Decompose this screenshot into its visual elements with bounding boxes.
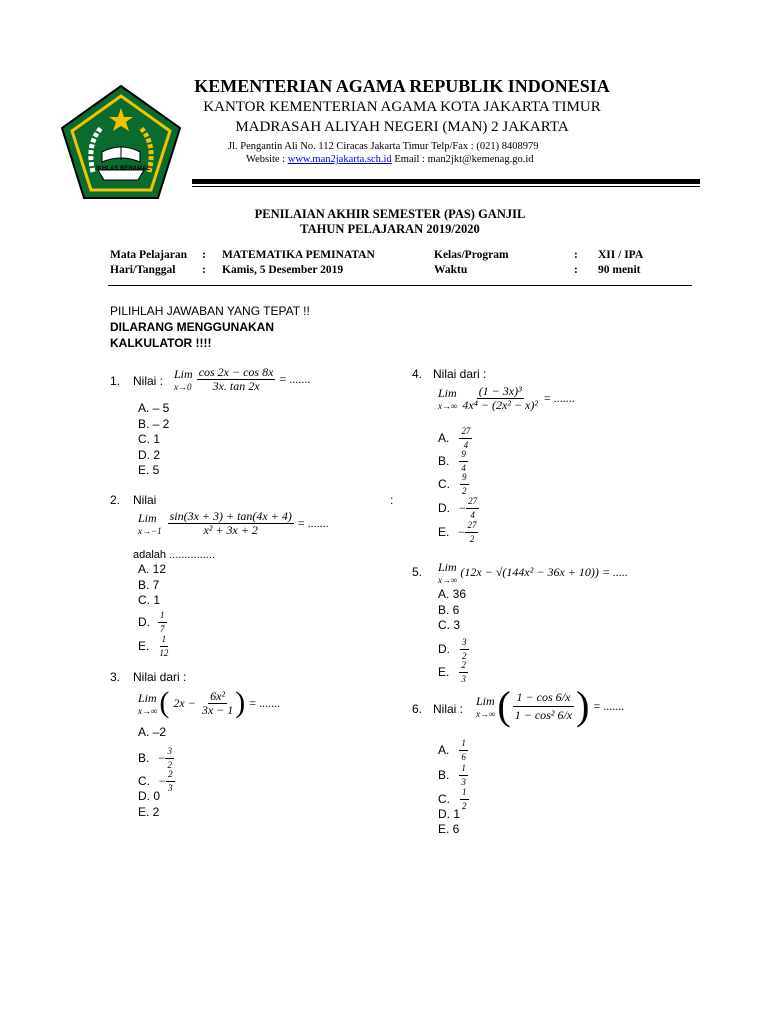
- exam-year: TAHUN PELAJARAN 2019/2020: [300, 222, 480, 236]
- header-office: KANTOR KEMENTERIAN AGAMA KOTA JAKARTA TIMUR: [203, 99, 601, 115]
- q5-lim: Lim: [438, 560, 457, 574]
- meta-rule: [108, 285, 692, 286]
- q5-option-d-letter: D.: [438, 641, 450, 656]
- q3-expression: [138, 688, 280, 718]
- q5-e-den: 3: [461, 674, 466, 684]
- q4-tail: = .......: [543, 391, 575, 405]
- ministry-logo: [58, 82, 184, 202]
- q3-label: Nilai dari :: [133, 670, 187, 684]
- q4-c-den: 2: [462, 486, 467, 496]
- q1-tail: = .......: [279, 372, 311, 386]
- q2-after: adalah ...............: [133, 549, 215, 561]
- q4-option-a-letter: A.: [438, 430, 450, 445]
- q6-expression: [476, 683, 625, 728]
- q4-option-d-letter: D.: [438, 500, 450, 515]
- q3-lim: Lim: [138, 690, 157, 705]
- q6-a-den: 6: [461, 752, 466, 762]
- q2-option-e-letter: E.: [138, 638, 150, 653]
- q3-lim-sub: x→∞: [138, 705, 158, 716]
- q2-tail: = .......: [297, 516, 329, 530]
- q6-lim: Lim: [476, 693, 495, 708]
- q2-d-den: 7: [160, 624, 165, 634]
- q2-options: [138, 562, 166, 609]
- q2-option-d-letter: D.: [138, 614, 150, 629]
- q3-c-num: 2: [166, 768, 175, 782]
- q6-lim-sub: x→∞: [476, 708, 496, 719]
- q4-label: Nilai dari :: [433, 367, 487, 381]
- q4-lim-sub: x→∞: [438, 401, 458, 411]
- q5-lim-sub: x→∞: [438, 575, 458, 585]
- q6-left-paren: (: [497, 683, 511, 728]
- q5-expr: (12x − √(144x² − 36x + 10)): [460, 565, 599, 579]
- q3-numerator: 6x²: [210, 688, 226, 703]
- q1-lim: Lim: [174, 367, 193, 381]
- website-link[interactable]: www.man2jakarta.sch.id: [287, 154, 392, 165]
- q4-a-den: 4: [463, 440, 469, 450]
- q5-expression: [438, 560, 628, 585]
- q2-colon: :: [390, 493, 394, 507]
- q1-option-c[interactable]: C. 1: [138, 432, 161, 446]
- q4-b-num: 9: [459, 448, 468, 462]
- q2-expression: [138, 510, 329, 537]
- q3-left-paren: (: [159, 686, 170, 719]
- q1-lim-sub: x→0: [174, 382, 192, 392]
- q5-option-e[interactable]: [438, 659, 468, 686]
- date-sep: :: [202, 264, 206, 276]
- q1-option-b[interactable]: B. – 2: [138, 416, 170, 431]
- q2-e-den: 12: [159, 648, 169, 658]
- q2-option-a[interactable]: A. 12: [138, 562, 167, 576]
- q4-option-e-frac: [465, 519, 478, 546]
- q4-option-d-frac: [466, 495, 479, 522]
- q3-c-minus: −: [158, 773, 167, 788]
- q3-denominator: 3x − 1: [201, 702, 234, 717]
- q5-option-e-frac: [459, 659, 468, 686]
- q4-d-den: 4: [470, 510, 475, 520]
- email-text: Email : man2jkt@kemenag.go.id: [391, 154, 534, 165]
- q3-option-c-frac: [166, 768, 175, 795]
- q6-option-c-frac: [460, 786, 469, 813]
- q6-right-paren: ): [576, 683, 590, 728]
- subject-sep: :: [202, 249, 206, 261]
- q3-option-d[interactable]: D. 0: [138, 789, 161, 803]
- q6-fraction: [511, 689, 576, 724]
- q6-a-num: 1: [459, 737, 468, 751]
- q4-option-b-letter: B.: [438, 453, 450, 468]
- q2-fraction: [168, 510, 294, 537]
- q1-label: Nilai :: [133, 374, 164, 388]
- q2-option-e[interactable]: [138, 633, 170, 660]
- q1-option-e[interactable]: E. 5: [138, 463, 160, 477]
- q3-c-den: 3: [168, 783, 173, 793]
- header-address: Jl. Pengantin Ali No. 112 Ciracas Jakarta Timur Telp/Fax : (021) 8408979: [228, 141, 539, 152]
- header-rule-thick: [192, 179, 700, 184]
- q6-option-b[interactable]: [438, 762, 468, 789]
- q6-b-den: 3: [461, 777, 466, 787]
- q5-option-e-letter: E.: [438, 664, 450, 679]
- q3-b-minus: −: [157, 750, 166, 765]
- q4-b-den: 4: [461, 463, 466, 473]
- q2-lim-sub: x→−1: [138, 526, 162, 536]
- class-sep: :: [574, 249, 578, 261]
- q4-d-minus: −: [458, 500, 467, 515]
- q3-number: 3.: [110, 670, 121, 684]
- header-ministry: KEMENTERIAN AGAMA REPUBLIK INDONESIA: [194, 76, 610, 96]
- q3-expr-a: 2x −: [173, 695, 196, 710]
- q1-expression: [174, 366, 310, 393]
- q6-option-a[interactable]: [438, 737, 468, 764]
- q2-e-num: 1: [160, 633, 169, 647]
- q6-number: 6.: [412, 702, 423, 716]
- q6-tail: = .......: [593, 698, 625, 713]
- q6-option-b-frac: [459, 762, 468, 789]
- q5-option-c[interactable]: C. 3: [438, 618, 461, 632]
- q6-option-c-letter: C.: [438, 791, 450, 806]
- subject-label: Mata Pelajaran: [110, 249, 187, 261]
- q1-options: [138, 401, 169, 479]
- q3-b-den: 2: [167, 760, 172, 770]
- q4-lim: Lim: [438, 386, 457, 400]
- q2-d-num: 1: [158, 609, 167, 623]
- q6-denominator: 1 − cos² 6/x: [514, 707, 573, 722]
- q2-numerator: sin(3x + 3) + tan(4x + 4): [169, 509, 292, 523]
- q6-numerator: 1 − cos 6/x: [513, 689, 575, 707]
- header-contact: [246, 154, 626, 165]
- q5-d-den: 2: [462, 651, 467, 661]
- time-value: 90 menit: [598, 264, 641, 276]
- q4-option-c[interactable]: [438, 471, 469, 498]
- q3-option-b-letter: B.: [138, 750, 150, 765]
- q2-option-d[interactable]: [138, 609, 167, 636]
- q1-option-a[interactable]: A. – 5: [138, 401, 170, 415]
- date-value: Kamis, 5 Desember 2019: [222, 264, 344, 276]
- q4-d-num: 27: [466, 495, 479, 509]
- q4-numerator: (1 − 3x)³: [478, 384, 522, 398]
- q3-option-a[interactable]: A. –2: [138, 725, 167, 739]
- q4-denominator: 4x⁴ − (2x² − x)²: [462, 398, 538, 412]
- q2-number: 2.: [110, 493, 121, 507]
- instruction-calculator: KALKULATOR !!!!: [110, 336, 212, 350]
- q5-options: [438, 587, 466, 634]
- q4-e-den: 2: [469, 534, 475, 544]
- q2-option-b[interactable]: B. 7: [138, 577, 160, 592]
- q2-option-e-frac: [157, 633, 170, 660]
- q5-e-num: 2: [459, 659, 468, 673]
- q4-a-num: 27: [459, 425, 472, 439]
- q2-option-d-frac: [158, 609, 167, 636]
- instruction-choose: PILIHLAH JAWABAN YANG TEPAT !!: [110, 304, 310, 318]
- q3-b-num: 3: [165, 745, 174, 759]
- q6-c-den: 2: [462, 801, 467, 811]
- q3-fraction: [200, 690, 235, 717]
- q6-label: Nilai :: [433, 702, 464, 716]
- exam-title: PENILAIAN AKHIR SEMESTER (PAS) GANJIL: [254, 207, 526, 221]
- q4-fraction: [460, 385, 540, 412]
- q5-number: 5.: [412, 565, 423, 579]
- q1-numerator: cos 2x − cos 8x: [198, 365, 274, 379]
- time-sep: :: [574, 264, 578, 276]
- q2-denominator: x² + 3x + 2: [203, 523, 258, 537]
- q3-right-paren: ): [235, 686, 246, 719]
- header-rule-thin: [192, 186, 700, 187]
- q4-number: 4.: [412, 367, 423, 381]
- q6-option-a-letter: A.: [438, 742, 450, 757]
- q5-option-b[interactable]: B. 6: [438, 602, 460, 617]
- q3-option-c-letter: C.: [138, 773, 150, 788]
- q4-c-num: 9: [460, 471, 469, 485]
- class-label: Kelas/Program: [434, 249, 509, 261]
- q1-fraction: [197, 366, 276, 393]
- q5-option-a[interactable]: A. 36: [438, 587, 467, 601]
- q2-lim: Lim: [138, 511, 157, 525]
- q6-option-d[interactable]: D. 1: [438, 807, 461, 821]
- q3-tail: = .......: [249, 695, 281, 710]
- logo-text: IKHLAS BERAMAL: [96, 166, 150, 172]
- q5-tail: = .....: [602, 565, 628, 579]
- q4-e-num: 27: [465, 519, 478, 533]
- q6-option-b-letter: B.: [438, 767, 450, 782]
- q6-option-a-frac: [459, 737, 468, 764]
- subject-value: MATEMATIKA PEMINATAN: [222, 249, 375, 261]
- q1-number: 1.: [110, 374, 121, 388]
- q1-option-d[interactable]: D. 2: [138, 447, 161, 462]
- q4-option-d[interactable]: [438, 495, 479, 522]
- website-label: Website :: [246, 154, 288, 165]
- q4-option-c-letter: C.: [438, 476, 450, 491]
- q2-option-c[interactable]: C. 1: [138, 593, 161, 607]
- q4-option-e[interactable]: [438, 519, 478, 546]
- q6-option-e[interactable]: E. 6: [438, 822, 460, 836]
- date-label: Hari/Tanggal: [110, 264, 176, 276]
- q4-option-c-frac: [460, 471, 469, 498]
- class-value: XII / IPA: [598, 249, 644, 261]
- header-school: MADRASAH ALIYAH NEGERI (MAN) 2 JAKARTA: [235, 119, 569, 135]
- time-label: Waktu: [434, 264, 468, 276]
- instruction-no-calc: DILARANG MENGGUNAKAN: [110, 320, 274, 334]
- q5-d-num: 3: [460, 636, 469, 650]
- q1-denominator: 3x. tan 2x: [212, 379, 260, 393]
- q4-e-minus: −: [457, 524, 466, 539]
- q3-option-e[interactable]: E. 2: [138, 805, 160, 819]
- q6-c-num: 1: [460, 786, 469, 800]
- q2-label: Nilai: [133, 493, 157, 507]
- q4-option-e-letter: E.: [438, 524, 450, 539]
- q4-expression: [438, 385, 575, 412]
- q6-b-num: 1: [459, 762, 468, 776]
